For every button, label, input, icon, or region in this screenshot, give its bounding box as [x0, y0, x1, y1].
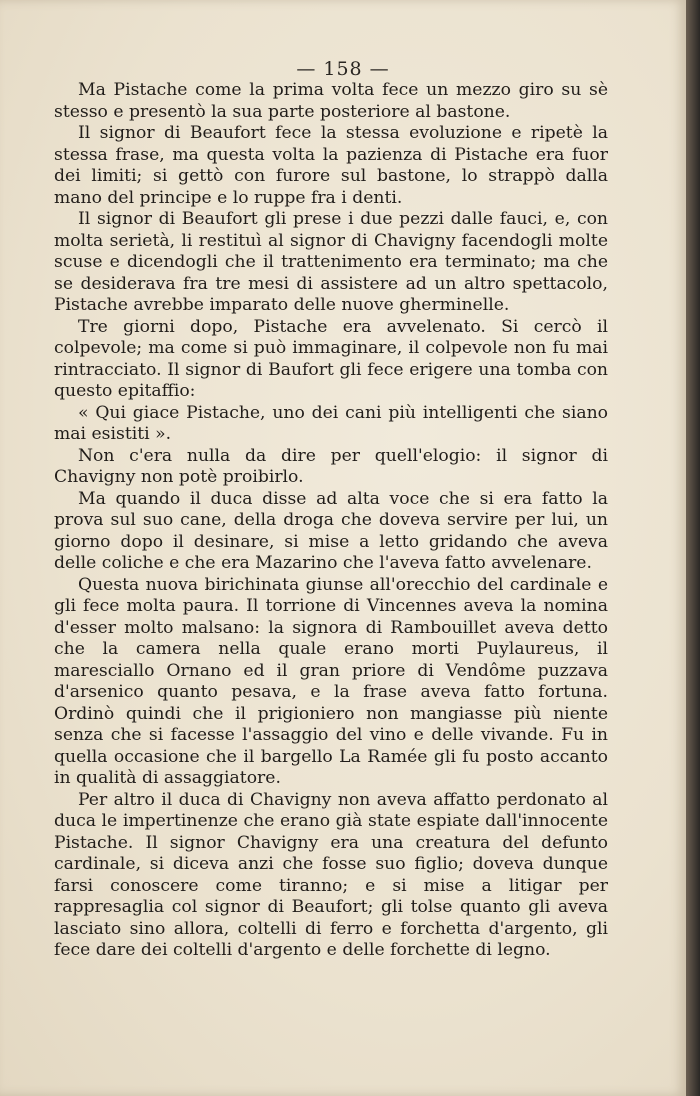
- epitaph-quote: « Qui giace Pistache, uno dei cani più intelligenti che siano mai esistiti ».: [54, 402, 608, 444]
- paragraph: Non c'era nulla da dire per quell'elogio: il signor di Chavigny non potè proibirlo.: [54, 445, 608, 487]
- paragraph: Ma quando il duca disse ad alta voce che si era fatto la prova sul suo cane, della droga che doveva servire per lui, un giorno dopo il desinare, si mise a letto gridando che aveva delle coliche e che era Mazarino che l'aveva fatto avvelenare.: [54, 488, 608, 573]
- paragraph: Ma Pistache come la prima volta fece un mezzo giro su sè stesso e presentò la sua parte posteriore al bastone.: [54, 80, 608, 122]
- page-edge-shadow: [686, 0, 700, 1096]
- paragraph: Il signor di Beaufort fece la stessa evoluzione e ripetè la stessa frase, ma questa volta la pazienza di Pistache era fuor dei limiti; si gettò con furore sul bastone, lo strappò dalla mano del principe e lo ruppe fra i denti.: [54, 123, 608, 208]
- paragraph: Per altro il duca di Chavigny non aveva affatto perdonato al duca le impertinenze che erano già state espiate dall'innocente Pistache. Il signor Chavigny era una creatura del defunto cardinale, si diceva anzi che fosse suo figlio; doveva dunque farsi conoscere come tiranno; e si mise a litigar per rappresaglia col signor di Beaufort; gli tolse quanto gli aveva lasciato sino allora, coltelli di ferro e forchetta d'argento, gli fece dare dei coltelli d'argento e delle forchette di legno.: [54, 789, 608, 960]
- body-text: [54, 80, 608, 962]
- paragraph: Il signor di Beaufort gli prese i due pezzi dalle fauci, e, con molta serietà, li restituì al signor di Chavigny facendogli molte scuse e dicendogli che il trattenimento era terminato; ma che se desiderava fra tre mesi di assistere ad un altro spettacolo, Pistache avrebbe imparato delle nuove gherminelle.: [54, 209, 608, 315]
- paragraph: Questa nuova birichinata giunse all'orecchio del cardinale e gli fece molta paura. Il torrione di Vincennes aveva la nomina d'esser molto malsano: la signora di Rambouillet aveva detto che la camera nella quale erano morti Puylaureus, il maresciallo Ornano ed il gran priore di Vendôme puzzava d'arsenico quanto pesava, e la frase aveva fatto fortuna. Ordinò quindi che il prigioniero non mangiasse più niente senza che si facesse l'assaggio del vino e delle vivande. Fu in quella occasione che il bargello La Ramée gli fu posto accanto in qualità di assaggiatore.: [54, 574, 608, 788]
- page-number: — 158 —: [296, 58, 390, 80]
- paragraph: Tre giorni dopo, Pistache era avvelenato. Si cercò il colpevole; ma come si può immaginare, il colpevole non fu mai rintracciato. Il signor di Baufort gli fece erigere una tomba con questo epitaffio:: [54, 316, 608, 401]
